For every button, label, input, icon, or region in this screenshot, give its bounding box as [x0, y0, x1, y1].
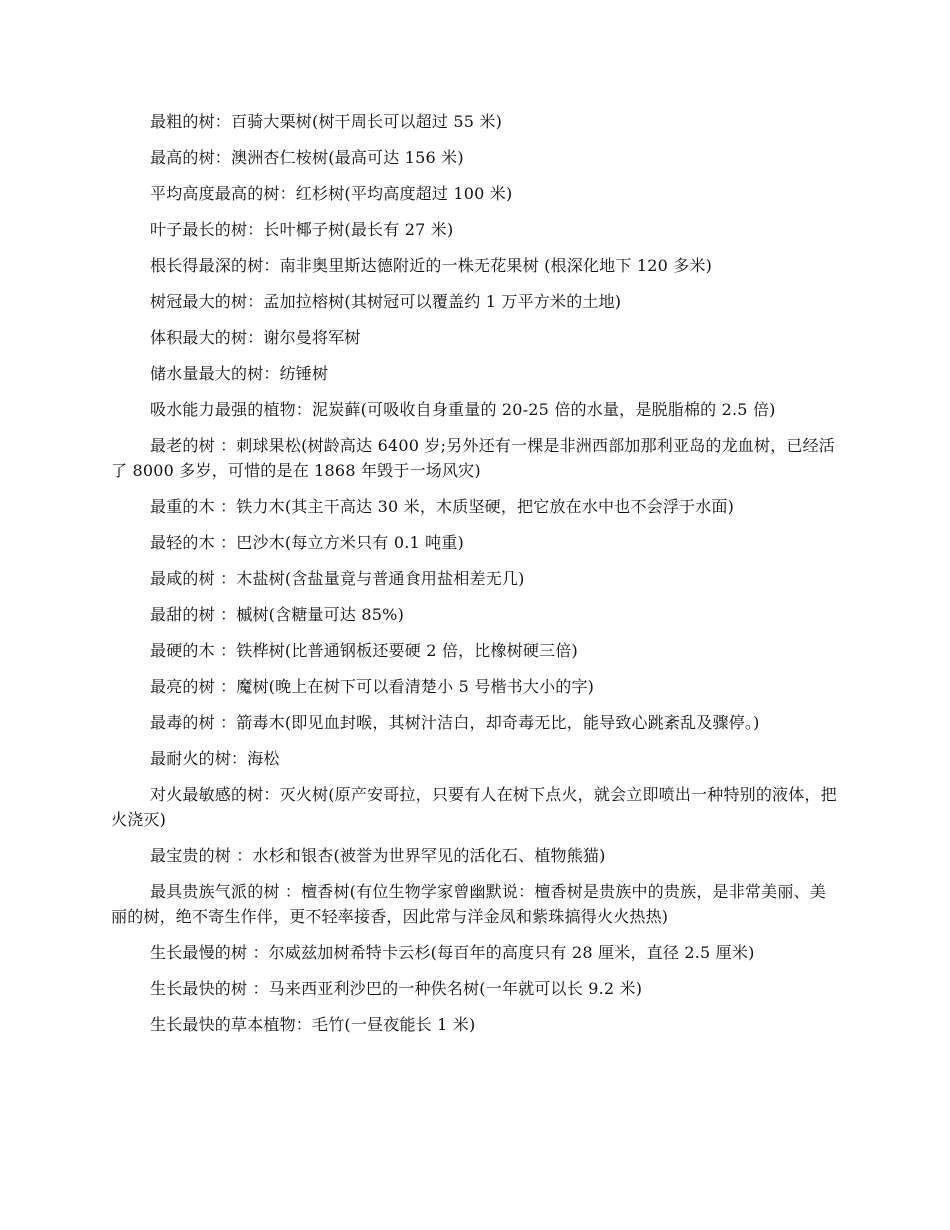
paragraph-most-poisonous-tree: 最毒的树 ：箭毒木(即见血封喉，其树汁洁白，却奇毒无比，能导致心跳紊乱及骤停。)	[150, 713, 760, 732]
paragraph-slowest-growing-tree: 生长最慢的树 ：尔威兹加树希特卡云杉(每百年的高度只有 28 厘米，直径 2.5 厘米)	[150, 943, 755, 962]
paragraph-tallest-average-height: 平均高度最高的树：红杉树(平均高度超过 100 米)	[150, 184, 513, 203]
paragraph-longest-leaves: 叶子最长的树：长叶椰子树(最长有 27 米)	[150, 220, 454, 239]
paragraph-most-fire-resistant: 最耐火的树：海松	[150, 749, 280, 768]
paragraph-oldest-tree: 最老的树 ：刺球果松(树龄高达 6400 岁;另外还有一棵是非洲西部加那利亚岛的龙血树，已经活了 8000 多岁，可惜的是在 1868 年毁于一场风灾)	[111, 436, 836, 480]
paragraph-brightest-tree: 最亮的树 ：魔树(晚上在树下可以看清楚小 5 号楷书大小的字)	[150, 677, 595, 696]
paragraph-heaviest-wood: 最重的木 ：铁力木(其主干高达 30 米，木质坚硬，把它放在水中也不会浮于水面)	[150, 497, 735, 516]
paragraph-most-fire-sensitive: 对火最敏感的树：灭火树(原产安哥拉，只要有人在树下点火，就会立即喷出一种特别的液体，把火浇灭)	[111, 785, 837, 829]
paragraph-most-precious-tree: 最宝贵的树 ：水杉和银杏(被誉为世界罕见的活化石、植物熊猫)	[150, 846, 606, 865]
paragraph-sweetest-tree: 最甜的树 ：槭树(含糖量可达 85%)	[150, 605, 405, 624]
paragraph-thickest-tree: 最粗的树：百骑大栗树(树干周长可以超过 55 米)	[150, 112, 503, 131]
paragraph-strongest-absorption: 吸水能力最强的植物：泥炭藓(可吸收自身重量的 20-25 倍的水量，是脱脂棉的 2.5 倍)	[150, 400, 776, 419]
paragraph-deepest-roots: 根长得最深的树：南非奥里斯达德附近的一株无花果树 (根深化地下 120 多米)	[150, 256, 713, 275]
paragraph-tallest-tree: 最高的树：澳洲杏仁桉树(最高可达 156 米)	[150, 148, 464, 167]
paragraph-saltiest-tree: 最咸的树 ：木盐树(含盐量竟与普通食用盐相差无几)	[150, 569, 525, 588]
document-body	[111, 109, 839, 1048]
paragraph-most-water-storage: 储水量最大的树：纺锤树	[150, 364, 329, 383]
paragraph-hardest-wood: 最硬的木 ：铁桦树(比普通钢板还要硬 2 倍，比橡树硬三倍)	[150, 641, 578, 660]
paragraph-fastest-growing-tree: 生长最快的树 ：马来西亚利沙巴的一种佚名树(一年就可以长 9.2 米)	[150, 979, 643, 998]
paragraph-largest-volume: 体积最大的树：谢尔曼将军树	[150, 328, 361, 347]
paragraph-lightest-wood: 最轻的木 ：巴沙木(每立方米只有 0.1 吨重)	[150, 533, 464, 552]
paragraph-most-aristocratic-tree: 最具贵族气派的树 ：檀香树(有位生物学家曾幽默说：檀香树是贵族中的贵族，是非常美丽、美丽的树，绝不寄生作伴，更不轻率接香，因此常与洋金凤和紫珠搞得火火热热)	[111, 882, 826, 926]
paragraph-largest-crown: 树冠最大的树：孟加拉榕树(其树冠可以覆盖约 1 万平方米的土地)	[150, 292, 622, 311]
paragraph-fastest-growing-herb: 生长最快的草本植物：毛竹(一昼夜能长 1 米)	[150, 1015, 476, 1034]
